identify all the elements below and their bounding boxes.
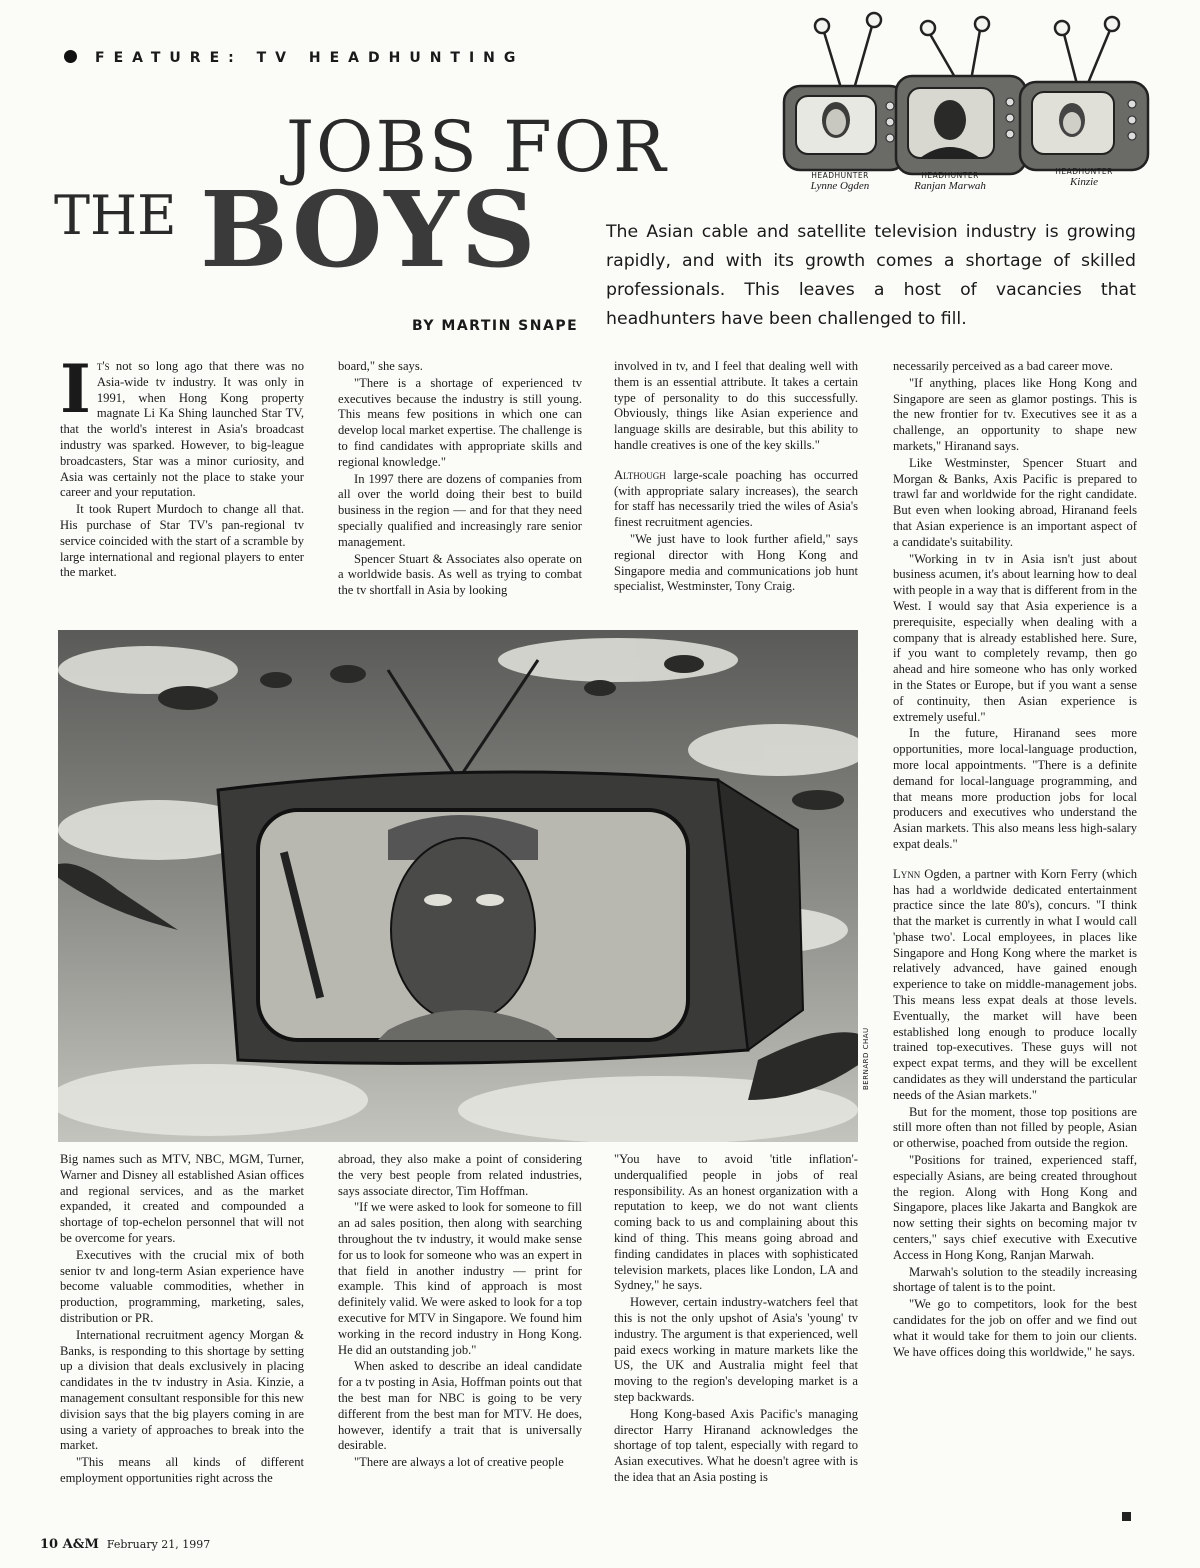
paragraph: "We go to competitors, look for the best candidates for the job on offer and we find out what it would take for them to join our clients. We have offices doing this worldwide," he says. <box>893 1297 1137 1359</box>
paragraph: Lynn Ogden, a partner with Korn Ferry (which has had a worldwide dedicated entertainment practice since the late 80's), concurs. "I think that the market is currently in what I would call 'phase two'. Local employees, in places like Singapore and Hong Kong where the market is relatively advanced, have gained enough experience to take on middle-management jobs. This means less expat deals at those levels. Eventually, the market will have been established long enough to produce locally trained top-executives. These guys will not expect expat terms, and they will be excellent candidates as they will understand the particular needs of the Asian markets." <box>893 866 1137 1102</box>
column-1-bottom <box>60 1152 304 1488</box>
paragraph: "If we were asked to look for someone to fill an ad sales position, then along with searching throughout the tv industry, it would make sense for us to look for someone who was an expert in that field in another industry — print for example. This kind of approach is most definitely valid. We were asked to look for a top executive for MTV in Singapore. We found him working in the record industry in Hong Kong. He did an outstanding job." <box>338 1200 582 1357</box>
paragraph: "You have to avoid 'title inflation'- underqualified people in jobs of real responsibility. As an honest organization with a reputation to keep, we do not want clients coming back to us and complaining about this kind of thing. This means going abroad and finding candidates in places with sophisticated television markets, places like London, LA and Sydney," he says. <box>614 1152 858 1293</box>
paragraph: Although large-scale poaching has occurred (with appropriate salary increases), the search for staff has necessarily tried the wiles of Asia's finest recruitment agencies. <box>614 467 858 530</box>
column-3-bottom <box>614 1152 858 1487</box>
headhunter-tv-illustration <box>780 8 1180 180</box>
byline: BY MARTIN SNAPE <box>412 318 579 334</box>
paragraph: Executives with the crucial mix of both senior tv and long-term Asian experience have become valuable commodities, whether in production, programming, marketing, sales, distribution or PR. <box>60 1247 304 1325</box>
paragraph: involved in tv, and I feel that dealing well with them is an essential attribute. It takes a certain type of personality to do this successfully. Obviously, things like Asian experience and language skills are desirable, but this ability to handle creatives is one of the key skills." <box>614 359 858 452</box>
column-4 <box>893 359 1137 1361</box>
column-2-bottom <box>338 1152 582 1472</box>
paragraph: Big names such as MTV, NBC, MGM, Turner, Warner and Disney all established Asian offices and regional services, and as the market expanded, it created and compounded a shortage of top-echelon personnel that will not be overcome for years. <box>60 1152 304 1245</box>
paragraph: It's not so long ago that there was no Asia-wide tv industry. It was only in 1991, when Hong Kong property magnate Li Ka Shing launched Star TV, that the world's interest in Asia's broadcast industry was sparked. However, to big-league broadcasters, Star was a minor curiosity, and Asia was certainly not the place to stake your career and your reputation. <box>60 350 304 500</box>
paragraph: Hong Kong-based Axis Pacific's managing director Harry Hiranand acknowledges the shortage of top talent, especially with regard to Asian executives. What he doesn't agree with is the idea that an Asia posting is <box>614 1406 858 1484</box>
paragraph: In 1997 there are dozens of companies from all over the world doing their best to build business in the region — and for that they need specially qualified and increasingly rare senior management. <box>338 471 582 549</box>
paragraph: "We just have to look further afield," says regional director with Hong Kong and Singapore media and communications job hunt specialist, Westminster, Tony Craig. <box>614 531 858 594</box>
paragraph: However, certain industry-watchers feel that this is not the only upshot of Asia's 'young' tv industry. The argument is that experienced, well paid execs working in mature markets like the US, the UK and Australia might feel that moving to the region's developing market is a step backwards. <box>614 1295 858 1404</box>
column-2-top <box>338 359 582 600</box>
paragraph: "If anything, places like Hong Kong and Singapore are seen as glamor postings. This is the new frontier for tv. Executives see it as a challenge, an opportunity to shape new markets," Hiranand says. <box>893 375 1137 453</box>
paragraph: When asked to describe an ideal candidate for a tv posting in Asia, Hoffman points out that the best man for NBC is going to be very different from the best man for MTV. He does, however, identify a trait that is universally desirable. <box>338 1359 582 1453</box>
paragraph: necessarily perceived as a bad career move. <box>893 359 1113 373</box>
illustration-credit: BERNARD CHAU <box>862 1027 870 1090</box>
caption-kinzie: HEADHUNTER Kinzie <box>1055 167 1113 188</box>
caption-ranjan-marwah: HEADHUNTER Ranjan Marwah <box>914 171 986 192</box>
paragraph: Like Westminster, Spencer Stuart and Morgan & Banks, Axis Pacific is prepared to trawl far and worldwide for the right candidate. But even when looking abroad, Hiranand feels that Asian experience is an important aspect of a candidate's suitability. <box>893 455 1137 549</box>
paragraph: abroad, they also make a point of considering the very best people from related industries, says associate director, Tim Hoffman. <box>338 1152 582 1198</box>
bullet-icon <box>64 50 77 63</box>
paragraph: Spencer Stuart & Associates also operate on a worldwide basis. As well as trying to combat the tv shortfall in Asia by looking <box>338 551 582 598</box>
paragraph: It took Rupert Murdoch to change all that. His purchase of Star TV's pan-regional tv service coincided with the start of a scramble by large international and regional players to enter the market. <box>60 502 304 580</box>
headline-boys: BOYS <box>200 168 538 291</box>
paragraph: "Positions for trained, experienced staff, especially Asians, are being created throughout the region. Along with Hong Kong and Singapore, places like Jakarta and Bangkok are now setting their sights on becoming major tv centers," says chief executive with Executive Access in Hong Kong, Ranjan Marwah. <box>893 1153 1137 1262</box>
paragraph: "There is a shortage of experienced tv executives because the industry is still young. This means few positions in which one can develop local market expertise. The challenge is to find candidates with appropriate skills and regional knowledge." <box>338 375 582 469</box>
tv-soldier-illustration <box>58 630 858 1142</box>
paragraph: But for the moment, those top positions are still more often than not filled by people, Asian or otherwise, poached from outside the region. <box>893 1104 1137 1151</box>
headline-line1: JOBS FOR <box>286 106 668 188</box>
standfirst: The Asian cable and satellite television industry is growing rapidly, and with its growth comes a shortage of skilled professionals. This leaves a host of vacancies that headhunters have been challenged to fill. <box>606 222 1136 329</box>
page-footer: 10 A&M February 21, 1997 <box>40 1537 211 1552</box>
headline-the: THE <box>54 184 177 247</box>
drop-cap: I <box>60 350 91 428</box>
paragraph: "There are always a lot of creative people <box>354 1455 564 1470</box>
paragraph: "This means all kinds of different employment opportunities right across the <box>60 1455 304 1485</box>
paragraph: "Working in tv in Asia isn't just about business acumen, it's about learning how to deal with people in a way that is different from in the West. I would say that Asia experience is a prerequisite, especially when dealing with a company that is already established here. Sure, if you want to completely revamp, then go ahead and hire someone who has only worked in the States or Europe, but if you want a sense of continuity, then Asian experience is extremely useful." <box>893 551 1137 724</box>
section-kicker: FEATURE: TV HEADHUNTING <box>64 50 524 66</box>
paragraph: In the future, Hiranand sees more opportunities, more local-language production, more local appointments. "There is a definite demand for local-language programming, and that means more production jobs for local producers and executives who understand the Asian markets. This also means less high-salary expat deals." <box>893 726 1137 851</box>
caption-lynne-ogden: HEADHUNTER Lynne Ogden <box>810 171 870 192</box>
paragraph: International recruitment agency Morgan & Banks, is responding to this shortage by setting up a division that deals exclusively in placing candidates in the tv industry in Asia. Kinzie, a management consultant responsible for this new division says that the big players coming in are using a variety of approaches to break into the market. <box>60 1327 304 1453</box>
end-mark <box>1122 1512 1131 1521</box>
paragraph: Marwah's solution to the steadily increasing shortage of talent is to the point. <box>893 1264 1137 1295</box>
column-3-top <box>614 359 858 596</box>
paragraph: board," she says. <box>338 359 423 373</box>
column-1-top <box>60 350 304 582</box>
